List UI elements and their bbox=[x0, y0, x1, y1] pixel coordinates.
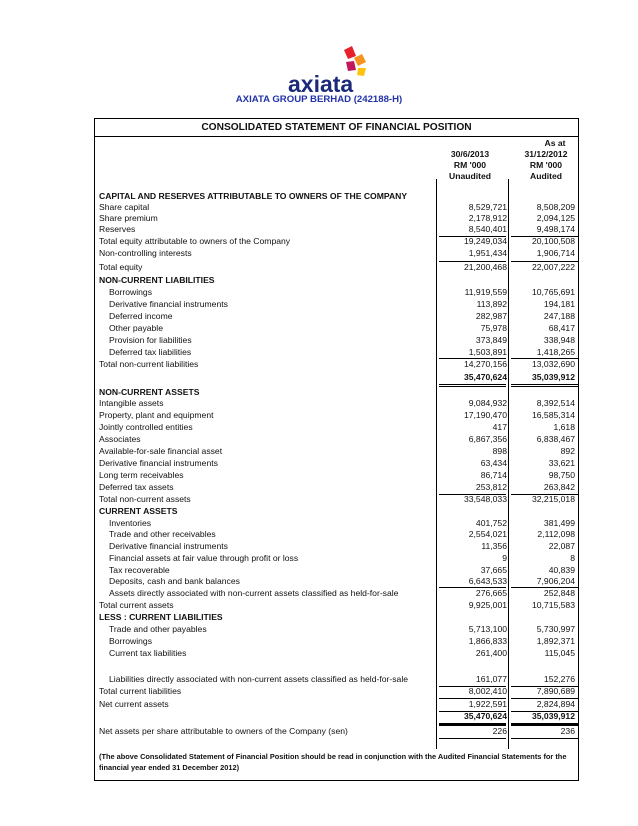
total-underline bbox=[439, 587, 506, 588]
value-2012: 236 bbox=[560, 726, 575, 736]
value-2013: 253,812 bbox=[475, 482, 507, 492]
table-row bbox=[95, 262, 580, 273]
table-row bbox=[95, 248, 580, 259]
col2-unit: RM '000 bbox=[529, 160, 563, 170]
table-row bbox=[95, 529, 580, 540]
row-label: Reserves bbox=[99, 224, 136, 234]
value-2013: 86,714 bbox=[480, 470, 507, 480]
table-row bbox=[95, 588, 580, 599]
value-2012: 252,848 bbox=[543, 588, 575, 598]
table-row bbox=[95, 347, 580, 358]
value-2013: 401,752 bbox=[475, 518, 507, 528]
row-label: Non-controlling interests bbox=[99, 248, 192, 258]
row-label: Tax recoverable bbox=[109, 565, 170, 575]
value-2013: 113,892 bbox=[476, 299, 507, 309]
table-row bbox=[95, 422, 580, 433]
value-2012: 68,417 bbox=[548, 323, 575, 333]
table-row bbox=[95, 323, 580, 334]
statement-frame bbox=[94, 118, 579, 781]
value-2012: 10,765,691 bbox=[531, 287, 575, 297]
row-label: Share premium bbox=[99, 213, 158, 223]
row-label: Total current liabilities bbox=[99, 686, 182, 696]
table-row bbox=[95, 299, 580, 310]
row-label: Intangible assets bbox=[99, 398, 164, 408]
row-label: Provision for liabilities bbox=[109, 335, 192, 345]
footnote: (The above Consolidated Statement of Financial Position should be read in conjunction with the Audited Financial Statements for the financial year ended 31 December 2012) bbox=[99, 752, 567, 772]
table-row bbox=[95, 686, 580, 697]
row-label: Deferred income bbox=[109, 311, 173, 321]
table-row bbox=[95, 458, 580, 469]
value-2013: 35,470,624 bbox=[463, 372, 507, 382]
row-label: NON-CURRENT LIABILITIES bbox=[99, 275, 215, 285]
value-2013: 33,548,033 bbox=[463, 494, 507, 504]
value-2013: 8,529,721 bbox=[468, 202, 507, 212]
total-underline bbox=[511, 587, 578, 588]
value-2013: 1,951,434 bbox=[468, 248, 507, 258]
value-2012: 22,007,222 bbox=[531, 262, 575, 272]
value-2013: 8,540,401 bbox=[468, 224, 507, 234]
value-2013: 9,084,932 bbox=[468, 398, 507, 408]
value-2012: 20,100,508 bbox=[531, 236, 575, 246]
axiata-logo-mark bbox=[286, 44, 386, 98]
total-underline bbox=[439, 384, 506, 385]
company-name: AXIATA GROUP BERHAD (242188-H) bbox=[235, 94, 403, 105]
row-label: LESS : CURRENT LIABILITIES bbox=[99, 612, 223, 622]
section-heading bbox=[95, 506, 580, 517]
total-underline bbox=[511, 738, 578, 739]
section-heading bbox=[95, 191, 580, 202]
row-label: Financial assets at fair value through profit or loss bbox=[109, 553, 299, 563]
row-label: CAPITAL AND RESERVES ATTRIBUTABLE TO OWNERS OF THE COMPANY bbox=[99, 191, 408, 201]
value-2012: 7,906,204 bbox=[536, 576, 575, 586]
total-underline bbox=[439, 738, 506, 739]
value-2013: 6,643,533 bbox=[468, 576, 507, 586]
value-2013: 226 bbox=[492, 726, 507, 736]
row-label: Trade and other payables bbox=[109, 624, 207, 634]
value-2012: 892 bbox=[560, 446, 575, 456]
value-2013: 21,200,468 bbox=[463, 262, 507, 272]
value-2012: 2,112,098 bbox=[537, 529, 575, 539]
value-2013: 161,077 bbox=[475, 674, 507, 684]
row-label: NON-CURRENT ASSETS bbox=[99, 387, 200, 397]
value-2012: 40,839 bbox=[548, 565, 575, 575]
table-row bbox=[95, 699, 580, 710]
row-label: Deferred tax assets bbox=[99, 482, 174, 492]
row-label: Associates bbox=[99, 434, 141, 444]
value-2012: 5,730,997 bbox=[536, 624, 575, 634]
table-row bbox=[95, 518, 580, 529]
value-2012: 247,188 bbox=[543, 311, 575, 321]
value-2012: 338,948 bbox=[543, 335, 575, 345]
section-heading bbox=[95, 612, 580, 623]
value-2013: 5,713,100 bbox=[468, 624, 507, 634]
table-row bbox=[95, 470, 580, 481]
total-underline bbox=[439, 358, 506, 359]
value-2013: 75,978 bbox=[480, 323, 507, 333]
table-row bbox=[95, 674, 580, 685]
value-2012: 115,045 bbox=[544, 648, 575, 658]
value-2012: 22,087 bbox=[548, 541, 575, 551]
table-row bbox=[95, 541, 580, 552]
value-2013: 11,919,559 bbox=[464, 287, 507, 297]
value-2012: 8,508,209 bbox=[536, 202, 575, 212]
value-2012: 263,842 bbox=[543, 482, 575, 492]
col1-header bbox=[442, 149, 498, 182]
value-2012: 6,838,467 bbox=[536, 434, 575, 444]
row-label: Derivative financial instruments bbox=[109, 541, 228, 551]
row-label: Long term receivables bbox=[99, 470, 184, 480]
row-label: Net current assets bbox=[99, 699, 169, 709]
value-2012: 16,585,314 bbox=[531, 410, 575, 420]
table-row bbox=[95, 398, 580, 409]
value-2012: 1,906,714 bbox=[536, 248, 575, 258]
value-2012: 8 bbox=[570, 553, 575, 563]
row-label: Assets directly associated with non-current assets classified as held-for-sale bbox=[109, 588, 399, 598]
table-row bbox=[95, 224, 580, 235]
table-row bbox=[95, 446, 580, 457]
row-label: Liabilities directly associated with non-current assets classified as held-for-sale bbox=[109, 674, 409, 684]
table-row bbox=[95, 359, 580, 370]
section-heading bbox=[95, 275, 580, 286]
row-label: Derivative financial instruments bbox=[109, 299, 228, 309]
value-2013: 417 bbox=[492, 422, 507, 432]
value-2013: 276,665 bbox=[475, 588, 507, 598]
table-row bbox=[95, 726, 580, 737]
table-row bbox=[95, 636, 580, 647]
value-2013: 17,190,470 bbox=[463, 410, 507, 420]
value-2012: 2,094,125 bbox=[536, 213, 575, 223]
row-label: Trade and other receivables bbox=[109, 529, 216, 539]
value-2013: 8,002,410 bbox=[468, 686, 507, 696]
row-label: Total non-current assets bbox=[99, 494, 191, 504]
total-underline bbox=[511, 724, 578, 725]
value-2013: 261,400 bbox=[475, 648, 507, 658]
table-row bbox=[95, 553, 580, 564]
row-label: Inventories bbox=[109, 518, 152, 528]
value-2013: 35,470,624 bbox=[463, 711, 507, 721]
table-row bbox=[95, 494, 580, 505]
table-row bbox=[95, 335, 580, 346]
row-label: CURRENT ASSETS bbox=[99, 506, 178, 516]
value-2012: 194,181 bbox=[543, 299, 575, 309]
table-row bbox=[95, 236, 580, 247]
value-2012: 381,499 bbox=[543, 518, 575, 528]
value-2012: 1,892,371 bbox=[536, 636, 575, 646]
title-divider bbox=[95, 136, 578, 137]
value-2012: 33,621 bbox=[548, 458, 575, 468]
col1-date: 30/6/2013 bbox=[450, 149, 490, 159]
value-2012: 1,418,265 bbox=[536, 347, 575, 357]
value-2013: 9 bbox=[502, 553, 507, 563]
value-2013: 2,178,912 bbox=[468, 213, 507, 223]
value-2013: 1,866,833 bbox=[468, 636, 507, 646]
table-row bbox=[95, 711, 580, 722]
value-2012: 32,215,018 bbox=[531, 494, 575, 504]
row-label: Total non-current liabilities bbox=[99, 359, 199, 369]
value-2012: 152,276 bbox=[543, 674, 575, 684]
value-2013: 63,434 bbox=[480, 458, 507, 468]
value-2013: 11,356 bbox=[481, 541, 507, 551]
col1-status: Unaudited bbox=[448, 171, 491, 181]
table-row bbox=[95, 624, 580, 635]
row-label: Current tax liabilities bbox=[109, 648, 187, 658]
svg-text:axiata: axiata bbox=[288, 71, 354, 97]
value-2013: 282,987 bbox=[475, 311, 507, 321]
total-underline bbox=[439, 724, 506, 725]
value-2012: 10,715,583 bbox=[531, 600, 575, 610]
table-row bbox=[95, 482, 580, 493]
row-label: Total equity attributable to owners of the Company bbox=[99, 236, 291, 246]
total-underline bbox=[511, 358, 578, 359]
row-label: Borrowings bbox=[109, 636, 152, 646]
row-label: Total current assets bbox=[99, 600, 174, 610]
table-row bbox=[95, 576, 580, 587]
row-label: Other payable bbox=[109, 323, 163, 333]
value-2013: 898 bbox=[492, 446, 507, 456]
value-2013: 2,554,021 bbox=[468, 529, 507, 539]
value-2012: 8,392,514 bbox=[536, 398, 575, 408]
value-2012: 2,824,894 bbox=[536, 699, 575, 709]
value-2012: 98,750 bbox=[548, 470, 575, 480]
table-row bbox=[95, 434, 580, 445]
table-row bbox=[95, 213, 580, 224]
value-2012: 35,039,912 bbox=[531, 711, 575, 721]
value-2012: 35,039,912 bbox=[531, 372, 575, 382]
row-label: Jointly controlled entities bbox=[99, 422, 193, 432]
row-label: Net assets per share attributable to owners of the Company (sen) bbox=[99, 726, 348, 736]
value-2013: 373,849 bbox=[475, 335, 507, 345]
col2-header bbox=[518, 149, 574, 182]
table-row bbox=[95, 311, 580, 322]
col2-status: Audited bbox=[530, 171, 562, 181]
value-2012: 1,618 bbox=[553, 422, 575, 432]
row-label: Share capital bbox=[99, 202, 150, 212]
total-underline bbox=[439, 261, 506, 262]
value-2013: 19,249,034 bbox=[463, 236, 507, 246]
total-underline bbox=[511, 384, 578, 385]
col1-unit: RM '000 bbox=[453, 160, 487, 170]
total-underline bbox=[511, 261, 578, 262]
as-at-label: As at bbox=[544, 138, 566, 148]
value-2013: 37,665 bbox=[480, 565, 507, 575]
table-row bbox=[95, 372, 580, 383]
table-row bbox=[95, 648, 580, 659]
value-2013: 6,867,356 bbox=[468, 434, 507, 444]
row-label: Borrowings bbox=[109, 287, 152, 297]
col2-date: 31/12/2012 bbox=[524, 149, 568, 159]
value-2012: 7,890,689 bbox=[536, 686, 575, 696]
table-row bbox=[95, 202, 580, 213]
row-label: Property, plant and equipment bbox=[99, 410, 214, 420]
table-row bbox=[95, 565, 580, 576]
row-label: Derivative financial instruments bbox=[99, 458, 218, 468]
value-2012: 9,498,174 bbox=[536, 224, 575, 234]
value-2012: 13,032,690 bbox=[531, 359, 575, 369]
row-label: Deferred tax liabilities bbox=[109, 347, 192, 357]
value-2013: 1,503,891 bbox=[468, 347, 507, 357]
row-label: Available-for-sale financial asset bbox=[99, 446, 223, 456]
section-heading bbox=[95, 387, 580, 398]
value-2013: 1,922,591 bbox=[468, 699, 507, 709]
table-row bbox=[95, 287, 580, 298]
statement-title: CONSOLIDATED STATEMENT OF FINANCIAL POSITION bbox=[201, 122, 472, 133]
table-row bbox=[95, 410, 580, 421]
row-label: Total equity bbox=[99, 262, 143, 272]
value-2013: 9,925,001 bbox=[468, 600, 507, 610]
value-2013: 14,270,156 bbox=[463, 359, 507, 369]
table-row bbox=[95, 600, 580, 611]
row-label: Deposits, cash and bank balances bbox=[109, 576, 240, 586]
axiata-logo bbox=[286, 44, 386, 98]
